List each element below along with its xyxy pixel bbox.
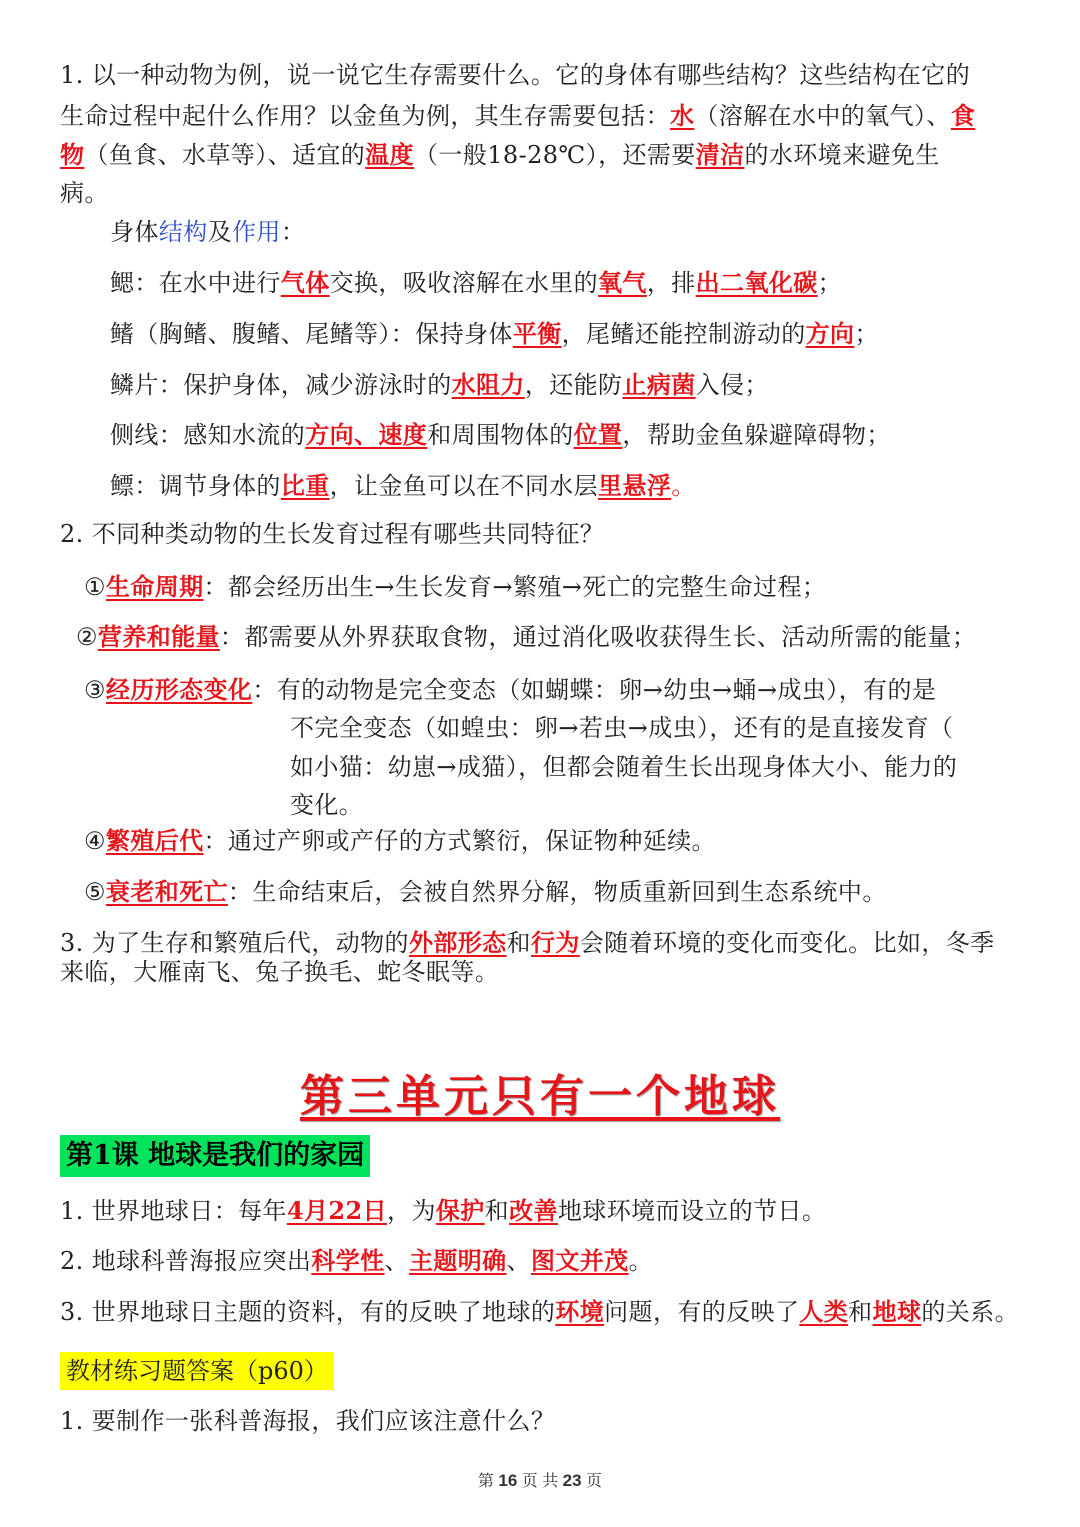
text: 结构 xyxy=(158,218,208,246)
text: 鳞片：保护身体，减少游泳时的 xyxy=(110,371,452,399)
text: 交换，吸收溶解在水里的 xyxy=(329,269,599,297)
text: 。 xyxy=(671,472,696,500)
text: 页 xyxy=(586,1473,603,1490)
lesson-title: 第1课 地球是我们的家园 xyxy=(60,1135,370,1177)
text: 的关系。 xyxy=(921,1298,1019,1326)
q2-item-5 xyxy=(84,872,887,912)
text: 地球环境而设立的节日。 xyxy=(557,1197,827,1225)
page-footer xyxy=(0,1468,1080,1491)
text: 问题，有的反映了 xyxy=(604,1298,800,1326)
text: ③ xyxy=(84,676,106,704)
text: ：通过产卵或产仔的方式繁衍，保证物种延续。 xyxy=(203,827,716,855)
keyword: 营养和能量 xyxy=(97,622,220,651)
text: 如小猫：幼崽→成猫），但都会随着生长出现身体大小、能力的 xyxy=(290,753,958,781)
text: 第 xyxy=(477,1473,494,1490)
fin-line xyxy=(110,314,879,354)
text: 鳍（胸鳍、腹鳍、尾鳍等）：保持身体 xyxy=(110,320,513,348)
keyword: 水阻力 xyxy=(451,370,525,399)
keyword: 温度 xyxy=(365,140,415,169)
text: （一般18-28℃），还需要 xyxy=(414,141,696,169)
text: （溶解在水中的氧气）、 xyxy=(694,102,951,130)
text: ：生命结束后，会被自然界分解，物质重新回到生态系统中。 xyxy=(227,878,887,906)
text: 侧线：感知水流的 xyxy=(110,421,306,449)
q2-item-3-line-3 xyxy=(290,748,957,787)
text: ，让金鱼可以在不同水层 xyxy=(329,472,599,500)
text: ① xyxy=(84,573,106,601)
body-structure-heading xyxy=(110,213,305,252)
keyword: 方向 xyxy=(805,319,855,348)
q2-item-4 xyxy=(84,821,716,861)
page-number: 16 xyxy=(498,1471,518,1490)
text: ④ xyxy=(84,827,106,855)
answers-label: 教材练习题答案（p60） xyxy=(60,1352,334,1390)
text: 和周围物体的 xyxy=(427,421,574,449)
text: 和 xyxy=(848,1298,873,1326)
keyword: 里悬浮 xyxy=(598,471,672,500)
keyword: 物 xyxy=(60,140,85,169)
q3-line-2 xyxy=(60,953,499,992)
keyword: 出二氧化碳 xyxy=(695,268,818,297)
text: （鱼食、水草等）、适宜的 xyxy=(84,141,366,169)
text: 生命过程中起什么作用？以金鱼为例，其生存需要包括： xyxy=(60,102,670,130)
lateral-line xyxy=(110,415,891,455)
keyword: 止病菌 xyxy=(622,370,696,399)
keyword: 4月22日 xyxy=(286,1196,388,1225)
keyword: 繁殖后代 xyxy=(105,826,204,855)
text: ② xyxy=(76,623,98,651)
keyword: 经历形态变化 xyxy=(105,675,253,704)
keyword: 方向、速度 xyxy=(305,420,428,449)
text: 1. 以一种动物为例，说一说它生存需要什么。它的身体有哪些结构？这些结构在它的 xyxy=(60,61,971,89)
bladder-line xyxy=(110,466,696,506)
unit-title: 第三单元只有一个地球 xyxy=(300,1071,780,1122)
text: 3. 世界地球日主题的资料，有的反映了地球的 xyxy=(60,1298,556,1326)
text: 变化。 xyxy=(290,791,364,819)
text: 1. 世界地球日：每年 xyxy=(60,1197,287,1225)
text: 来临，大雁南飞、兔子换毛、蛇冬眠等。 xyxy=(60,958,500,986)
text: 3. 为了生存和繁殖后代，动物的 xyxy=(60,929,409,957)
q2-title xyxy=(60,515,604,554)
text: ：都会经历出生→生长发育→繁殖→死亡的完整生命过程； xyxy=(203,573,827,601)
text: 、 xyxy=(384,1247,409,1275)
keyword: 生命周期 xyxy=(105,572,204,601)
last-question xyxy=(60,1402,555,1441)
q1-line-2 xyxy=(60,96,975,136)
keyword: 环境 xyxy=(555,1297,605,1326)
text: 会随着环境的变化而变化。比如，冬季 xyxy=(579,929,995,957)
lesson-point-2 xyxy=(60,1241,653,1281)
q1-line-1 xyxy=(60,56,970,95)
text: 和 xyxy=(484,1197,510,1225)
text: 2. 地球科普海报应突出 xyxy=(60,1247,312,1275)
text: 页 共 xyxy=(521,1473,559,1490)
text: 身体 xyxy=(110,218,159,246)
keyword: 改善 xyxy=(509,1196,558,1225)
text: 和 xyxy=(506,929,531,957)
q2-item-1 xyxy=(84,567,826,607)
text: ： xyxy=(280,218,306,246)
text: 鳔：调节身体的 xyxy=(110,472,281,500)
text: ； xyxy=(817,269,843,297)
text: ； xyxy=(854,320,879,348)
gill-line xyxy=(110,263,842,303)
text: 病。 xyxy=(60,179,109,207)
total-pages: 23 xyxy=(562,1471,582,1490)
lesson-point-1 xyxy=(60,1191,826,1231)
text: ⑤ xyxy=(84,878,106,906)
keyword: 图文并茂 xyxy=(530,1246,629,1275)
keyword: 位置 xyxy=(573,420,623,449)
text: 鳃：在水中进行 xyxy=(110,269,281,297)
keyword: 主题明确 xyxy=(408,1246,507,1275)
keyword: 地球 xyxy=(872,1297,922,1326)
q2-item-3-line-4 xyxy=(290,786,363,825)
text: 1. 要制作一张科普海报，我们应该注意什么？ xyxy=(60,1407,556,1435)
lesson-point-3 xyxy=(60,1292,1019,1332)
keyword: 气体 xyxy=(280,268,330,297)
q2-item-3 xyxy=(84,670,936,710)
text: 。 xyxy=(628,1247,653,1275)
keyword: 氧气 xyxy=(598,268,647,297)
q1-line-3 xyxy=(60,135,940,175)
keyword: 行为 xyxy=(530,928,580,957)
scale-line xyxy=(110,365,769,405)
text: ，为 xyxy=(387,1197,436,1225)
q2-item-2 xyxy=(76,617,976,657)
keyword: 清洁 xyxy=(695,140,745,169)
text: ，尾鳍还能控制游动的 xyxy=(561,320,806,348)
text: ，排 xyxy=(646,269,696,297)
keyword: 人类 xyxy=(799,1297,849,1326)
keyword: 食 xyxy=(950,101,976,130)
keyword: 水 xyxy=(670,101,695,130)
text: 、 xyxy=(506,1247,531,1275)
text: 作用 xyxy=(232,218,281,246)
keyword: 衰老和死亡 xyxy=(105,877,228,906)
keyword: 科学性 xyxy=(311,1246,385,1275)
text: 及 xyxy=(207,218,233,246)
text: 入侵； xyxy=(695,371,769,399)
text: 的水环境来避免生 xyxy=(744,141,940,169)
keyword: 平衡 xyxy=(512,319,562,348)
q1-line-4 xyxy=(60,174,109,213)
keyword: 保护 xyxy=(435,1196,485,1225)
text: 2. 不同种类动物的生长发育过程有哪些共同特征？ xyxy=(60,520,605,548)
text: 不完全变态（如蝗虫：卵→若虫→成虫），还有的是直接发育（ xyxy=(290,714,954,742)
text: ，帮助金鱼躲避障碍物； xyxy=(622,421,891,449)
keyword: 比重 xyxy=(280,471,330,500)
text: ，还能防 xyxy=(524,371,623,399)
text: ：都需要从外界获取食物，通过消化吸收获得生长、活动所需的能量； xyxy=(219,623,977,651)
keyword: 外部形态 xyxy=(408,928,507,957)
q2-item-3-line-2 xyxy=(290,709,953,748)
text: ：有的动物是完全变态（如蝴蝶：卵→幼虫→蛹→成虫），有的是 xyxy=(252,676,937,704)
